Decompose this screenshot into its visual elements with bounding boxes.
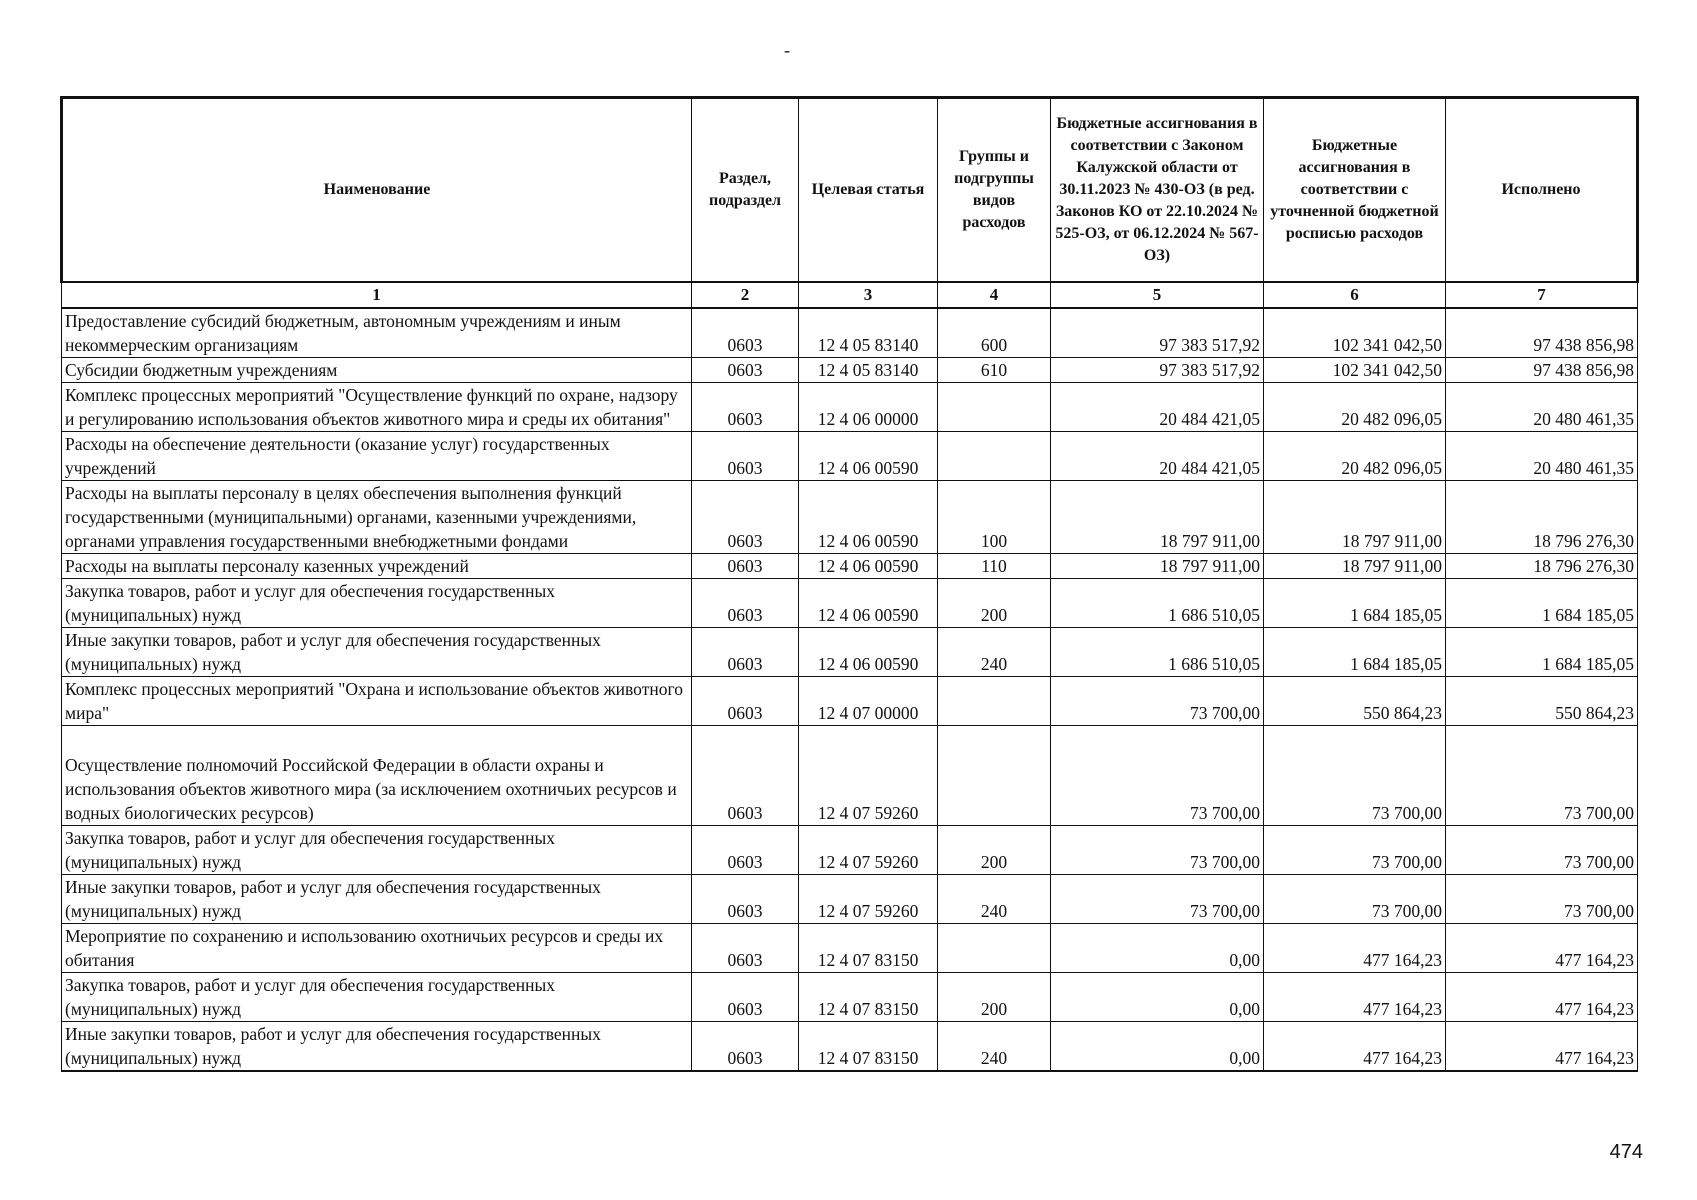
row-section: 0603 <box>692 627 799 676</box>
row-name: Закупка товаров, работ и услуг для обеспечения государственных (муниципальных) нужд <box>62 825 692 874</box>
row-name: Иные закупки товаров, работ и услуг для обеспечения государственных (муниципальных) нужд <box>62 627 692 676</box>
row-refined-amount: 1 684 185,05 <box>1264 578 1446 627</box>
row-executed-amount: 477 164,23 <box>1446 1021 1638 1071</box>
table-row <box>62 431 1638 480</box>
row-executed-amount: 18 796 276,30 <box>1446 553 1638 578</box>
row-executed-amount: 73 700,00 <box>1446 725 1638 825</box>
row-executed-amount: 1 684 185,05 <box>1446 578 1638 627</box>
table-row <box>62 1021 1638 1071</box>
header-target: Целевая статья <box>799 98 938 282</box>
row-name: Закупка товаров, работ и услуг для обеспечения государственных (муниципальных) нужд <box>62 972 692 1021</box>
column-number: 6 <box>1264 282 1446 308</box>
row-target: 12 4 06 00590 <box>799 553 938 578</box>
row-law-amount: 0,00 <box>1051 1021 1264 1071</box>
row-law-amount: 1 686 510,05 <box>1051 627 1264 676</box>
table-row <box>62 578 1638 627</box>
table-row <box>62 874 1638 923</box>
row-section: 0603 <box>692 676 799 725</box>
row-refined-amount: 477 164,23 <box>1264 923 1446 972</box>
page-number: 474 <box>1609 1141 1643 1163</box>
row-section: 0603 <box>692 480 799 553</box>
table-row <box>62 382 1638 431</box>
row-target: 12 4 06 00590 <box>799 578 938 627</box>
row-group: 100 <box>938 480 1051 553</box>
row-executed-amount: 550 864,23 <box>1446 676 1638 725</box>
row-refined-amount: 20 482 096,05 <box>1264 431 1446 480</box>
row-name: Расходы на выплаты персоналу в целях обеспечения выполнения функций государственными (муниципальными) органами, казенными учреждениями, органами управления государственными внебюджетными фондами <box>62 480 692 553</box>
table-row <box>62 480 1638 553</box>
row-target: 12 4 07 83150 <box>799 972 938 1021</box>
table-row <box>62 923 1638 972</box>
row-name: Расходы на выплаты персоналу казенных учреждений <box>62 553 692 578</box>
row-law-amount: 73 700,00 <box>1051 725 1264 825</box>
column-number: 5 <box>1051 282 1264 308</box>
row-section: 0603 <box>692 874 799 923</box>
budget-table <box>60 96 1639 1072</box>
row-target: 12 4 06 00000 <box>799 382 938 431</box>
row-law-amount: 97 383 517,92 <box>1051 357 1264 382</box>
header-name: Наименование <box>62 98 692 282</box>
row-group <box>938 676 1051 725</box>
row-section: 0603 <box>692 825 799 874</box>
row-name: Закупка товаров, работ и услуг для обеспечения государственных (муниципальных) нужд <box>62 578 692 627</box>
row-section: 0603 <box>692 923 799 972</box>
row-law-amount: 20 484 421,05 <box>1051 382 1264 431</box>
header-refined: Бюджетные ассигнования в соответствии с уточненной бюджетной росписью расходов <box>1264 98 1446 282</box>
row-refined-amount: 477 164,23 <box>1264 1021 1446 1071</box>
header-section: Раздел, подраздел <box>692 98 799 282</box>
top-mark: - <box>784 40 790 60</box>
row-refined-amount: 550 864,23 <box>1264 676 1446 725</box>
row-name: Комплекс процессных мероприятий "Осуществление функций по охране, надзору и регулированию использования объектов животного мира и среды их обитания" <box>62 382 692 431</box>
row-law-amount: 0,00 <box>1051 923 1264 972</box>
row-name: Иные закупки товаров, работ и услуг для обеспечения государственных (муниципальных) нужд <box>62 874 692 923</box>
row-executed-amount: 73 700,00 <box>1446 874 1638 923</box>
row-law-amount: 73 700,00 <box>1051 874 1264 923</box>
column-number: 2 <box>692 282 799 308</box>
row-group: 200 <box>938 578 1051 627</box>
row-executed-amount: 20 480 461,35 <box>1446 382 1638 431</box>
row-law-amount: 1 686 510,05 <box>1051 578 1264 627</box>
table-row <box>62 676 1638 725</box>
table-row <box>62 725 1638 825</box>
row-group <box>938 431 1051 480</box>
row-group: 610 <box>938 357 1051 382</box>
table-row <box>62 972 1638 1021</box>
row-executed-amount: 97 438 856,98 <box>1446 308 1638 358</box>
row-executed-amount: 1 684 185,05 <box>1446 627 1638 676</box>
row-section: 0603 <box>692 972 799 1021</box>
row-name: Расходы на обеспечение деятельности (оказание услуг) государственных учреждений <box>62 431 692 480</box>
row-name: Осуществление полномочий Российской Федерации в области охраны и использования объектов животного мира (за исключением охотничьих ресурсов и водных биологических ресурсов) <box>62 725 692 825</box>
row-target: 12 4 07 59260 <box>799 825 938 874</box>
table-body <box>62 308 1638 1071</box>
table-row <box>62 308 1638 358</box>
row-law-amount: 97 383 517,92 <box>1051 308 1264 358</box>
row-section: 0603 <box>692 578 799 627</box>
row-group <box>938 725 1051 825</box>
header-row <box>62 98 1638 282</box>
row-executed-amount: 477 164,23 <box>1446 923 1638 972</box>
row-refined-amount: 18 797 911,00 <box>1264 553 1446 578</box>
table-row <box>62 627 1638 676</box>
row-group: 600 <box>938 308 1051 358</box>
row-refined-amount: 1 684 185,05 <box>1264 627 1446 676</box>
row-refined-amount: 477 164,23 <box>1264 972 1446 1021</box>
row-executed-amount: 97 438 856,98 <box>1446 357 1638 382</box>
row-target: 12 4 07 83150 <box>799 923 938 972</box>
row-law-amount: 73 700,00 <box>1051 676 1264 725</box>
row-section: 0603 <box>692 553 799 578</box>
column-number: 4 <box>938 282 1051 308</box>
row-executed-amount: 477 164,23 <box>1446 972 1638 1021</box>
row-refined-amount: 73 700,00 <box>1264 874 1446 923</box>
row-executed-amount: 18 796 276,30 <box>1446 480 1638 553</box>
row-group: 240 <box>938 1021 1051 1071</box>
column-number: 7 <box>1446 282 1638 308</box>
row-executed-amount: 20 480 461,35 <box>1446 431 1638 480</box>
row-target: 12 4 06 00590 <box>799 627 938 676</box>
row-target: 12 4 06 00590 <box>799 480 938 553</box>
row-target: 12 4 05 83140 <box>799 357 938 382</box>
row-section: 0603 <box>692 725 799 825</box>
row-section: 0603 <box>692 357 799 382</box>
column-number-row <box>62 282 1638 308</box>
row-group: 240 <box>938 627 1051 676</box>
row-group: 200 <box>938 972 1051 1021</box>
row-section: 0603 <box>692 382 799 431</box>
row-law-amount: 73 700,00 <box>1051 825 1264 874</box>
row-refined-amount: 18 797 911,00 <box>1264 480 1446 553</box>
row-section: 0603 <box>692 431 799 480</box>
row-group: 110 <box>938 553 1051 578</box>
table-row <box>62 825 1638 874</box>
row-group <box>938 923 1051 972</box>
row-refined-amount: 102 341 042,50 <box>1264 357 1446 382</box>
row-name: Предоставление субсидий бюджетным, автономным учреждениям и иным некоммерческим организациям <box>62 308 692 358</box>
row-refined-amount: 73 700,00 <box>1264 725 1446 825</box>
header-groups: Группы и подгруппы видов расходов <box>938 98 1051 282</box>
row-refined-amount: 20 482 096,05 <box>1264 382 1446 431</box>
row-law-amount: 18 797 911,00 <box>1051 553 1264 578</box>
row-target: 12 4 06 00590 <box>799 431 938 480</box>
row-group: 240 <box>938 874 1051 923</box>
row-target: 12 4 07 00000 <box>799 676 938 725</box>
row-law-amount: 0,00 <box>1051 972 1264 1021</box>
row-target: 12 4 07 59260 <box>799 874 938 923</box>
header-executed: Исполнено <box>1446 98 1638 282</box>
row-group <box>938 382 1051 431</box>
row-executed-amount: 73 700,00 <box>1446 825 1638 874</box>
table-row <box>62 553 1638 578</box>
column-number: 1 <box>62 282 692 308</box>
row-name: Субсидии бюджетным учреждениям <box>62 357 692 382</box>
row-target: 12 4 05 83140 <box>799 308 938 358</box>
row-name: Комплекс процессных мероприятий "Охрана и использование объектов животного мира" <box>62 676 692 725</box>
column-number: 3 <box>799 282 938 308</box>
row-section: 0603 <box>692 308 799 358</box>
row-refined-amount: 102 341 042,50 <box>1264 308 1446 358</box>
row-group: 200 <box>938 825 1051 874</box>
row-law-amount: 20 484 421,05 <box>1051 431 1264 480</box>
row-section: 0603 <box>692 1021 799 1071</box>
row-target: 12 4 07 83150 <box>799 1021 938 1071</box>
header-law: Бюджетные ассигнования в соответствии с Законом Калужской области от 30.11.2023 № 430-ОЗ (в ред. Законов КО от 22.10.2024 № 525-ОЗ, от 06.12.2024 № 567-ОЗ) <box>1051 98 1264 282</box>
row-target: 12 4 07 59260 <box>799 725 938 825</box>
row-name: Мероприятие по сохранению и использованию охотничьих ресурсов и среды их обитания <box>62 923 692 972</box>
table-row <box>62 357 1638 382</box>
row-refined-amount: 73 700,00 <box>1264 825 1446 874</box>
row-law-amount: 18 797 911,00 <box>1051 480 1264 553</box>
row-name: Иные закупки товаров, работ и услуг для обеспечения государственных (муниципальных) нужд <box>62 1021 692 1071</box>
